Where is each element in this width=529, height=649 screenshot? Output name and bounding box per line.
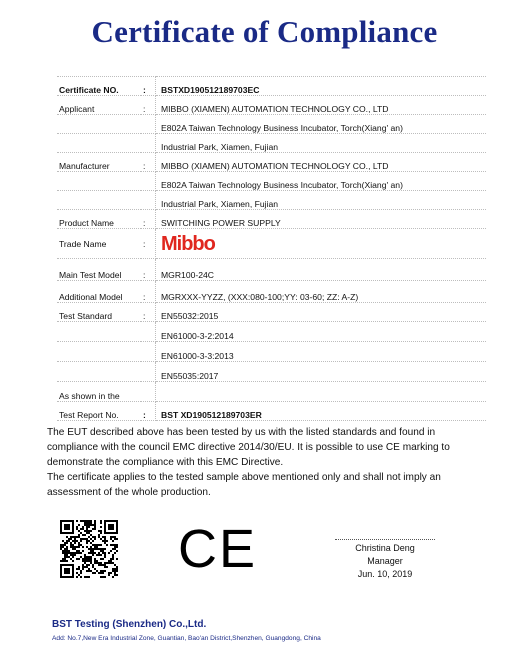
colon: : <box>141 229 156 259</box>
value-certificate-no: BSTXD190512189703EC <box>156 77 487 96</box>
colon: : <box>141 153 156 172</box>
compliance-statement <box>47 425 487 500</box>
label-test-standard: Test Standard <box>57 303 141 322</box>
label-product-name: Product Name <box>57 210 141 229</box>
standard-2: EN61000-3-2:2014 <box>156 322 487 342</box>
label-additional-model: Additional Model <box>57 281 141 303</box>
signature-block <box>330 539 440 581</box>
row-report-label <box>57 382 486 402</box>
value-additional-model: MGRXXX-YYZZ, (XXX:080-100;YY: 03-60; ZZ: A-Z) <box>156 281 487 303</box>
applicant-line-2: E802A Taiwan Technology Business Incubator, Torch(Xiang' an) <box>156 115 487 134</box>
row-applicant <box>57 96 486 115</box>
company-address: Add: No.7,New Era Industrial Zone, Guantian, Bao'an District,Shenzhen, Guangdong, China <box>52 635 321 642</box>
label-test-report-no: Test Report No. <box>57 402 141 421</box>
certificate-title: Certificate of Compliance <box>91 14 438 49</box>
row-test-standard-cont <box>57 362 486 382</box>
signer-title: Manager <box>367 556 403 566</box>
row-test-standard-cont <box>57 342 486 362</box>
row-manufacturer-cont <box>57 172 486 191</box>
row-test-standard-cont <box>57 322 486 342</box>
manufacturer-line-1: MIBBO (XIAMEN) AUTOMATION TECHNOLOGY CO., LTD <box>156 153 487 172</box>
colon: : <box>141 210 156 229</box>
row-main-test-model <box>57 259 486 281</box>
label-as-shown: As shown in the <box>57 382 141 402</box>
statement-paragraph-1: The EUT described above has been tested by us with the listed standards and found in compliance with the council EMC directive 2014/30/EU. It is possible to use CE marking to demonstrate the compliance with this EMC Directive. <box>47 427 450 468</box>
label-applicant: Applicant <box>57 96 141 115</box>
label-manufacturer: Manufacturer <box>57 153 141 172</box>
certificate-info-table <box>57 76 486 421</box>
standard-4: EN55035:2017 <box>156 362 487 382</box>
label-main-test-model: Main Test Model <box>57 259 141 281</box>
colon: : <box>141 303 156 322</box>
colon: : <box>141 402 156 421</box>
colon: : <box>141 96 156 115</box>
applicant-line-3: Industrial Park, Xiamen, Fujian <box>156 134 487 153</box>
colon: : <box>141 259 156 281</box>
company-name: BST Testing (Shenzhen) Co.,Ltd. <box>52 619 207 630</box>
colon: : <box>141 281 156 303</box>
mibbo-logo: Mibbo <box>161 232 215 255</box>
value-main-test-model: MGR100-24C <box>156 259 487 281</box>
row-manufacturer-cont <box>57 191 486 210</box>
value-test-report-no: BST XD190512189703ER <box>156 402 487 421</box>
row-test-standard <box>57 303 486 322</box>
standard-3: EN61000-3-3:2013 <box>156 342 487 362</box>
label-trade-name: Trade Name <box>57 229 141 259</box>
signature-line <box>335 539 435 540</box>
row-applicant-cont <box>57 115 486 134</box>
row-certificate-no <box>57 77 486 96</box>
value-product-name: SWITCHING POWER SUPPLY <box>156 210 487 229</box>
manufacturer-line-2: E802A Taiwan Technology Business Incubator, Torch(Xiang' an) <box>156 172 487 191</box>
row-trade-name <box>57 229 486 259</box>
row-manufacturer <box>57 153 486 172</box>
manufacturer-line-3: Industrial Park, Xiamen, Fujian <box>156 191 487 210</box>
signature-date: Jun. 10, 2019 <box>357 569 413 579</box>
row-test-report-no <box>57 402 486 421</box>
signer-name: Christina Deng <box>355 543 415 553</box>
standard-1: EN55032:2015 <box>156 303 487 322</box>
ce-mark: CE <box>178 519 258 579</box>
row-product-name <box>57 210 486 229</box>
statement-paragraph-2: The certificate applies to the tested sample above mentioned only and shall not imply an assessment of the whole production. <box>47 472 441 498</box>
row-additional-model <box>57 281 486 303</box>
row-applicant-cont <box>57 134 486 153</box>
applicant-line-1: MIBBO (XIAMEN) AUTOMATION TECHNOLOGY CO., LTD <box>156 96 487 115</box>
qr-code-icon <box>60 520 118 578</box>
label-certificate-no: Certificate NO. <box>57 77 141 96</box>
colon: : <box>141 77 156 96</box>
